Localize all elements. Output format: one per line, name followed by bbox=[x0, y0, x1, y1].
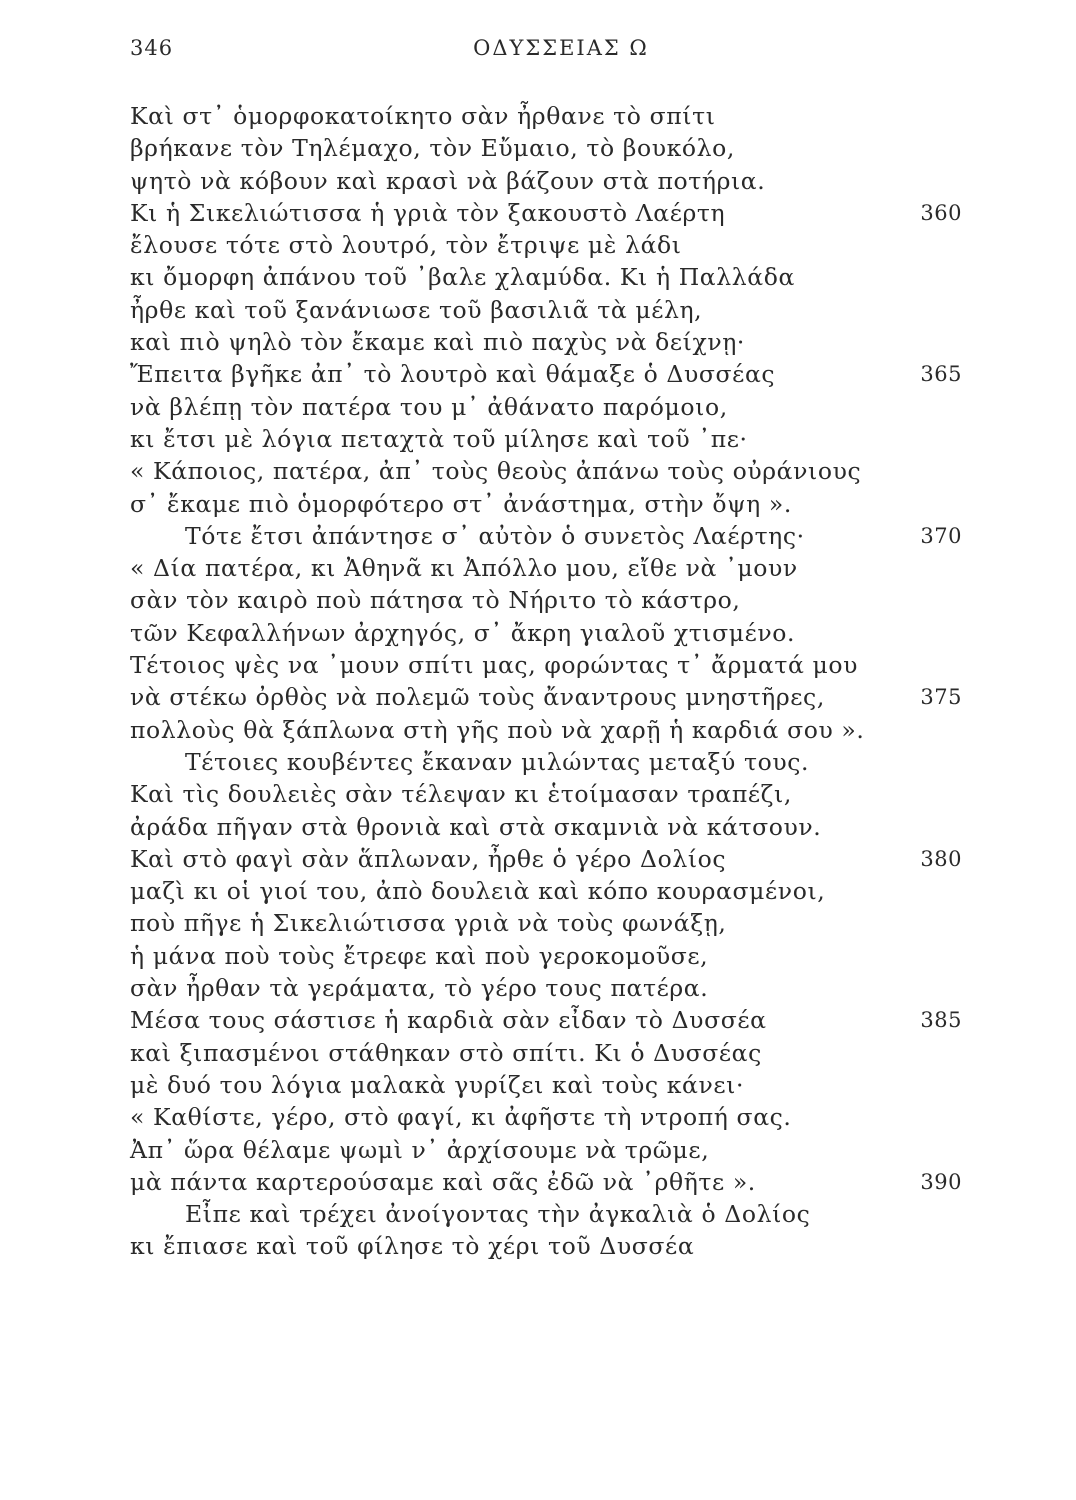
verse-line bbox=[130, 1004, 962, 1036]
verse-text: κι ὄμορφη ἀπάνου τοῦ ᾽βαλε χλαμύδα. Κι ἡ Παλλάδα bbox=[130, 263, 795, 292]
verse-line bbox=[130, 875, 962, 907]
verse-line bbox=[130, 455, 962, 487]
line-number: 390 bbox=[920, 1169, 962, 1194]
verse-line bbox=[130, 1230, 962, 1262]
verse-line bbox=[130, 1166, 962, 1198]
verse-line bbox=[130, 488, 962, 520]
verse-line bbox=[130, 584, 962, 616]
verse-line bbox=[130, 229, 962, 261]
line-number: 360 bbox=[920, 200, 962, 225]
verse-text: Τέτοιες κουβέντες ἔκαναν μιλώντας μεταξύ τους. bbox=[185, 747, 810, 776]
verse-line bbox=[130, 1134, 962, 1166]
verse-text: κι ἔτσι μὲ λόγια πεταχτὰ τοῦ μίλησε καὶ τοῦ ᾽πε· bbox=[130, 424, 748, 453]
line-number: 375 bbox=[920, 685, 962, 710]
verse-line bbox=[130, 358, 962, 390]
line-number: 380 bbox=[920, 846, 962, 871]
verse-text: ψητὸ νὰ κόβουν καὶ κρασὶ νὰ βάζουν στὰ ποτήρια. bbox=[130, 166, 766, 195]
verse-text: Καὶ στὸ φαγὶ σὰν ἅπλωναν, ἦρθε ὁ γέρο Δολίος bbox=[130, 844, 727, 873]
verse-text: μαζὶ κι οἱ γιοί του, ἀπὸ δουλειὰ καὶ κόπο κουρασμένοι, bbox=[130, 877, 826, 906]
verse-line bbox=[130, 714, 962, 746]
verse-block bbox=[130, 100, 962, 1263]
verse-line bbox=[130, 778, 962, 810]
verse-line bbox=[130, 520, 962, 552]
verse-line bbox=[130, 1069, 962, 1101]
verse-text: μὰ πάντα καρτερούσαμε καὶ σᾶς ἐδῶ νὰ ᾽ρθῆτε ». bbox=[130, 1167, 756, 1196]
verse-line bbox=[130, 1037, 962, 1069]
verse-line bbox=[130, 746, 962, 778]
verse-line bbox=[130, 1101, 962, 1133]
line-number: 365 bbox=[920, 362, 962, 387]
verse-text: ποὺ πῆγε ἡ Σικελιώτισσα γριὰ νὰ τοὺς φωνάξῃ, bbox=[130, 909, 727, 938]
verse-line bbox=[130, 261, 962, 293]
verse-text: Μέσα τους σάστισε ἡ καρδιὰ σὰν εἶδαν τὸ Δυσσέα bbox=[130, 1006, 767, 1035]
verse-text: Εἶπε καὶ τρέχει ἀνοίγοντας τὴν ἀγκαλιὰ ὁ Δολίος bbox=[185, 1200, 811, 1229]
verse-text: μὲ δυό του λόγια μαλακὰ γυρίζει καὶ τοὺς κάνει· bbox=[130, 1070, 745, 1099]
verse-line bbox=[130, 649, 962, 681]
verse-line bbox=[130, 843, 962, 875]
verse-line bbox=[130, 907, 962, 939]
verse-line bbox=[130, 811, 962, 843]
verse-text: Τότε ἔτσι ἀπάντησε σ᾽ αὐτὸν ὁ συνετὸς Λαέρτης· bbox=[185, 521, 805, 550]
verse-line bbox=[130, 940, 962, 972]
verse-line bbox=[130, 552, 962, 584]
verse-line bbox=[130, 326, 962, 358]
line-number: 385 bbox=[920, 1008, 962, 1033]
verse-line bbox=[130, 1198, 962, 1230]
verse-text: Καὶ στ᾽ ὁμορφοκατοίκητο σὰν ἦρθανε τὸ σπίτι bbox=[130, 102, 716, 130]
verse-text: σ᾽ ἔκαμε πιὸ ὁμορφότερο στ᾽ ἀνάστημα, στὴν ὄψη ». bbox=[130, 489, 792, 518]
verse-line bbox=[130, 165, 962, 197]
verse-text: νὰ στέκω ὀρθὸς νὰ πολεμῶ τοὺς ἄναντρους μνηστῆρες, bbox=[130, 683, 825, 712]
verse-text: Ἔπειτα βγῆκε ἀπ᾽ τὸ λουτρὸ καὶ θάμαξε ὁ Δυσσέας bbox=[130, 360, 776, 389]
verse-text: ἡ μάνα ποὺ τοὺς ἔτρεφε καὶ ποὺ γεροκομοῦσε, bbox=[130, 941, 709, 970]
verse-text: κι ἔπιασε καὶ τοῦ φίλησε τὸ χέρι τοῦ Δυσσέα bbox=[130, 1232, 695, 1261]
verse-text: « Κάποιος, πατέρα, ἀπ᾽ τοὺς θεοὺς ἀπάνω τοὺς οὐράνιους bbox=[130, 457, 862, 486]
verse-line bbox=[130, 197, 962, 229]
verse-text: νὰ βλέπῃ τὸν πατέρα του μ᾽ ἀθάνατο παρόμοιο, bbox=[130, 392, 728, 421]
verse-text: σὰν ἦρθαν τὰ γεράματα, τὸ γέρο τους πατέρα. bbox=[130, 974, 709, 1003]
verse-line bbox=[130, 294, 962, 326]
verse-line bbox=[130, 972, 962, 1004]
verse-line bbox=[130, 617, 962, 649]
page-number: 346 bbox=[130, 36, 174, 60]
verse-text: « Δία πατέρα, κι Ἀθηνᾶ κι Ἀπόλλο μου, εἴθε νὰ ᾽μουν bbox=[130, 554, 798, 583]
verse-text: καὶ ξιπασμένοι στάθηκαν στὸ σπίτι. Κι ὁ Δυσσέας bbox=[130, 1038, 762, 1067]
book-title: ΟΔΥΣΣΕΙΑΣ Ω bbox=[473, 36, 649, 60]
verse-text: Ἀπ᾽ ὥρα θέλαμε ψωμὶ ν᾽ ἀρχίσουμε νὰ τρῶμε, bbox=[130, 1135, 710, 1164]
running-head bbox=[130, 36, 962, 66]
verse-text: ἦρθε καὶ τοῦ ξανάνιωσε τοῦ βασιλιᾶ τὰ μέλη, bbox=[130, 295, 703, 324]
verse-line bbox=[130, 391, 962, 423]
verse-text: Καὶ τὶς δουλειὲς σὰν τέλεψαν κι ἑτοίμασαν τραπέζι, bbox=[130, 780, 792, 809]
verse-line bbox=[130, 132, 962, 164]
verse-text: τῶν Κεφαλλήνων ἀρχηγός, σ᾽ ἄκρη γιαλοῦ χτισμένο. bbox=[130, 618, 796, 647]
verse-text: Τέτοιος ψὲς να ᾽μουν σπίτι μας, φορώντας τ᾽ ἄρματά μου bbox=[130, 651, 858, 680]
verse-text: σὰν τὸν καιρὸ ποὺ πάτησα τὸ Νήριτο τὸ κάστρο, bbox=[130, 586, 741, 615]
verse-text: βρήκανε τὸν Τηλέμαχο, τὸν Εὔμαιο, τὸ βουκόλο, bbox=[130, 134, 735, 163]
verse-text: ἔλουσε τότε στὸ λουτρό, τὸν ἔτριψε μὲ λάδι bbox=[130, 231, 682, 260]
verse-text: Κι ἡ Σικελιώτισσα ἡ γριὰ τὸν ξακουστὸ Λαέρτη bbox=[130, 198, 726, 227]
verse-line bbox=[130, 423, 962, 455]
verse-text: « Καθίστε, γέρο, στὸ φαγί, κι ἀφῆστε τὴ ντροπή σας. bbox=[130, 1103, 792, 1132]
verse-text: ἀράδα πῆγαν στὰ θρονιὰ καὶ στὰ σκαμνιὰ νὰ κάτσουν. bbox=[130, 812, 822, 841]
line-number: 370 bbox=[920, 523, 962, 548]
verse-line bbox=[130, 100, 962, 132]
verse-line bbox=[130, 681, 962, 713]
verse-text: καὶ πιὸ ψηλὸ τὸν ἔκαμε καὶ πιὸ παχὺς νὰ δείχνῃ· bbox=[130, 328, 745, 357]
verse-text: πολλοὺς θὰ ξάπλωνα στὴ γῆς ποὺ νὰ χαρῇ ἡ καρδιά σου ». bbox=[130, 715, 865, 744]
